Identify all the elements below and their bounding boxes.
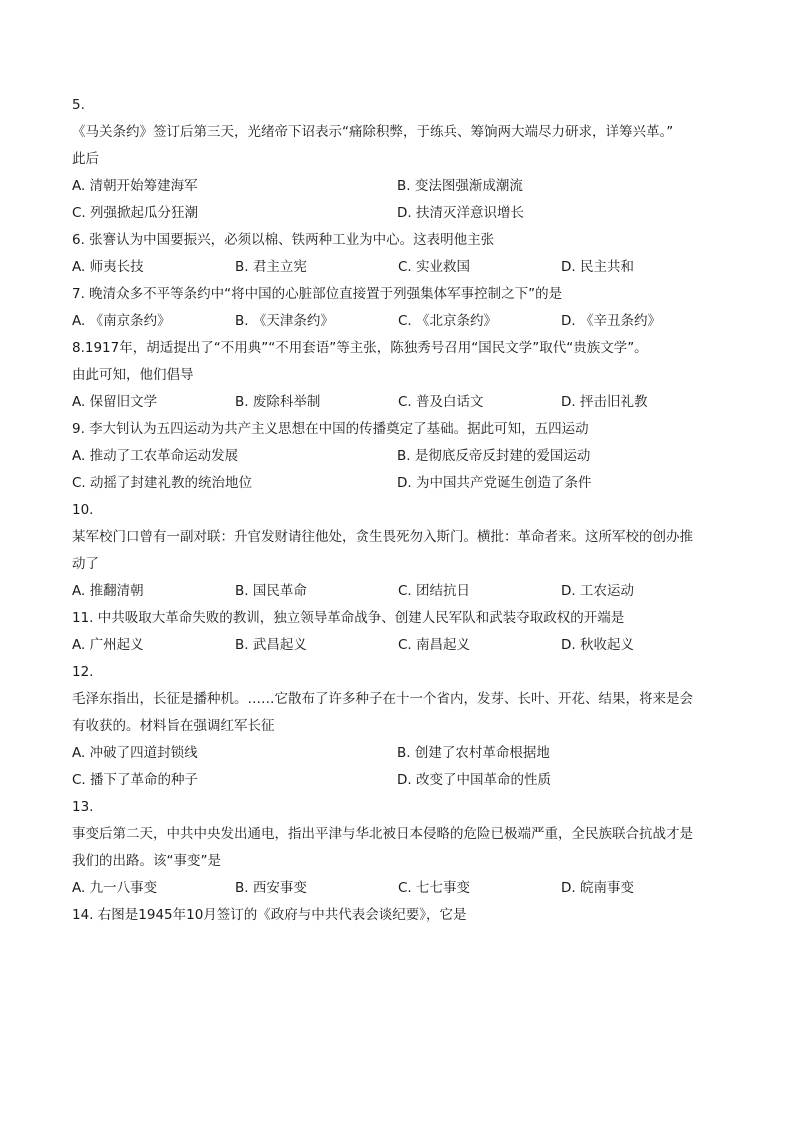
question-stem-line: 动了 (72, 556, 99, 572)
option-row (72, 443, 724, 470)
option-d: D. 改变了中国革命的性质 (397, 772, 551, 788)
option-a: A. 冲破了四道封锁线 (72, 745, 198, 761)
option-row (72, 308, 724, 335)
question-stem-line: 我们的出路。该“事变”是 (72, 853, 221, 869)
question-stem-line: 由此可知，他们倡导 (72, 367, 194, 383)
question-10 (72, 497, 724, 605)
option-a: A. 保留旧文学 (72, 394, 158, 410)
question-stem-line: 某军校门口曾有一副对联：升官发财请往他处，贪生畏死勿入斯门。横批：革命者来。这所军校的创办推 (72, 529, 693, 545)
question-11 (72, 605, 724, 659)
question-9 (72, 416, 724, 497)
question-stem-line: 14. 右图是1945年10月签订的《政府与中共代表会谈纪要》，它是 (72, 907, 467, 923)
question-stem-line: 8.1917年，胡适提出了“不用典”“不用套语”等主张，陈独秀号召用“国民文学”取代“贵族文学”。 (72, 340, 648, 356)
question-stem-line: 此后 (72, 151, 99, 167)
question-number: 5. (72, 97, 85, 113)
question-12 (72, 659, 724, 794)
option-row (72, 875, 724, 902)
option-c: C. 七七事变 (398, 880, 471, 896)
question-stem-line: 9. 李大钊认为五四运动为共产主义思想在中国的传播奠定了基础。据此可知，五四运动 (72, 421, 589, 437)
option-a: A. 《南京条约》 (72, 313, 171, 329)
option-d: D. 抨击旧礼教 (561, 394, 648, 410)
option-d: D. 《辛丑条约》 (561, 313, 661, 329)
question-stem-line: 7. 晚清众多不平等条约中“将中国的心脏部位直接置于列强集体军事控制之下”的是 (72, 286, 563, 302)
option-c: C. 列强掀起瓜分狂潮 (72, 205, 199, 221)
question-number: 10. (72, 502, 94, 518)
option-b: B. 是彻底反帝反封建的爱国运动 (397, 448, 591, 464)
option-d: D. 皖南事变 (561, 880, 634, 896)
option-b: B. 《天津条约》 (235, 313, 334, 329)
option-row (72, 767, 724, 794)
option-a: A. 推翻清朝 (72, 583, 144, 599)
option-d: D. 民主共和 (561, 259, 634, 275)
question-stem-line: 6. 张謇认为中国要振兴，必须以棉、铁两种工业为中心。这表明他主张 (72, 232, 495, 248)
option-row (72, 200, 724, 227)
option-b: B. 废除科举制 (235, 394, 321, 410)
option-c: C. 动摇了封建礼教的统治地位 (72, 475, 253, 491)
option-a: A. 清朝开始筹建海军 (72, 178, 198, 194)
question-number: 13. (72, 799, 94, 815)
exam-page (72, 92, 724, 929)
option-row (72, 173, 724, 200)
question-stem-line: 《马关条约》签订后第三天，光绪帝下诏表示“痛除积弊，于练兵、筹饷两大端尽力研求，详筹兴革。” (72, 124, 674, 140)
option-row (72, 254, 724, 281)
option-c: C. 播下了革命的种子 (72, 772, 199, 788)
question-stem-line: 有收获的。材料旨在强调红军长征 (72, 718, 275, 734)
option-b: B. 变法图强渐成潮流 (397, 178, 523, 194)
option-c: C. 《北京条约》 (398, 313, 498, 329)
option-a: A. 广州起义 (72, 637, 144, 653)
question-13 (72, 794, 724, 902)
option-d: D. 为中国共产党诞生创造了条件 (397, 475, 592, 491)
option-a: A. 推动了工农革命运动发展 (72, 448, 239, 464)
option-a: A. 九一八事变 (72, 880, 158, 896)
question-7 (72, 281, 724, 335)
option-c: C. 团结抗日 (398, 583, 471, 599)
question-stem-line: 毛泽东指出，长征是播种机。……它散布了许多种子在十一个省内，发芽、长叶、开花、结果，将来是会 (72, 691, 693, 707)
option-c: C. 南昌起义 (398, 637, 471, 653)
option-row (72, 470, 724, 497)
option-d: D. 秋收起义 (561, 637, 634, 653)
question-6 (72, 227, 724, 281)
option-row (72, 578, 724, 605)
option-a: A. 师夷长技 (72, 259, 144, 275)
option-c: C. 实业救国 (398, 259, 471, 275)
option-row (72, 740, 724, 767)
option-b: B. 武昌起义 (235, 637, 307, 653)
option-b: B. 国民革命 (235, 583, 307, 599)
option-c: C. 普及白话文 (398, 394, 484, 410)
option-b: B. 君主立宪 (235, 259, 307, 275)
question-8 (72, 335, 724, 416)
option-row (72, 389, 724, 416)
question-14 (72, 902, 724, 929)
question-number: 12. (72, 664, 94, 680)
option-b: B. 创建了农村革命根据地 (397, 745, 550, 761)
option-d: D. 扶清灭洋意识增长 (397, 205, 524, 221)
option-d: D. 工农运动 (561, 583, 634, 599)
option-row (72, 632, 724, 659)
question-5 (72, 92, 724, 227)
question-stem-line: 事变后第二天，中共中央发出通电，指出平津与华北被日本侵略的危险已极端严重，全民族联合抗战才是 (72, 826, 693, 842)
question-stem-line: 11. 中共吸取大革命失败的教训，独立领导革命战争、创建人民军队和武装夺取政权的开端是 (72, 610, 625, 626)
option-b: B. 西安事变 (235, 880, 307, 896)
